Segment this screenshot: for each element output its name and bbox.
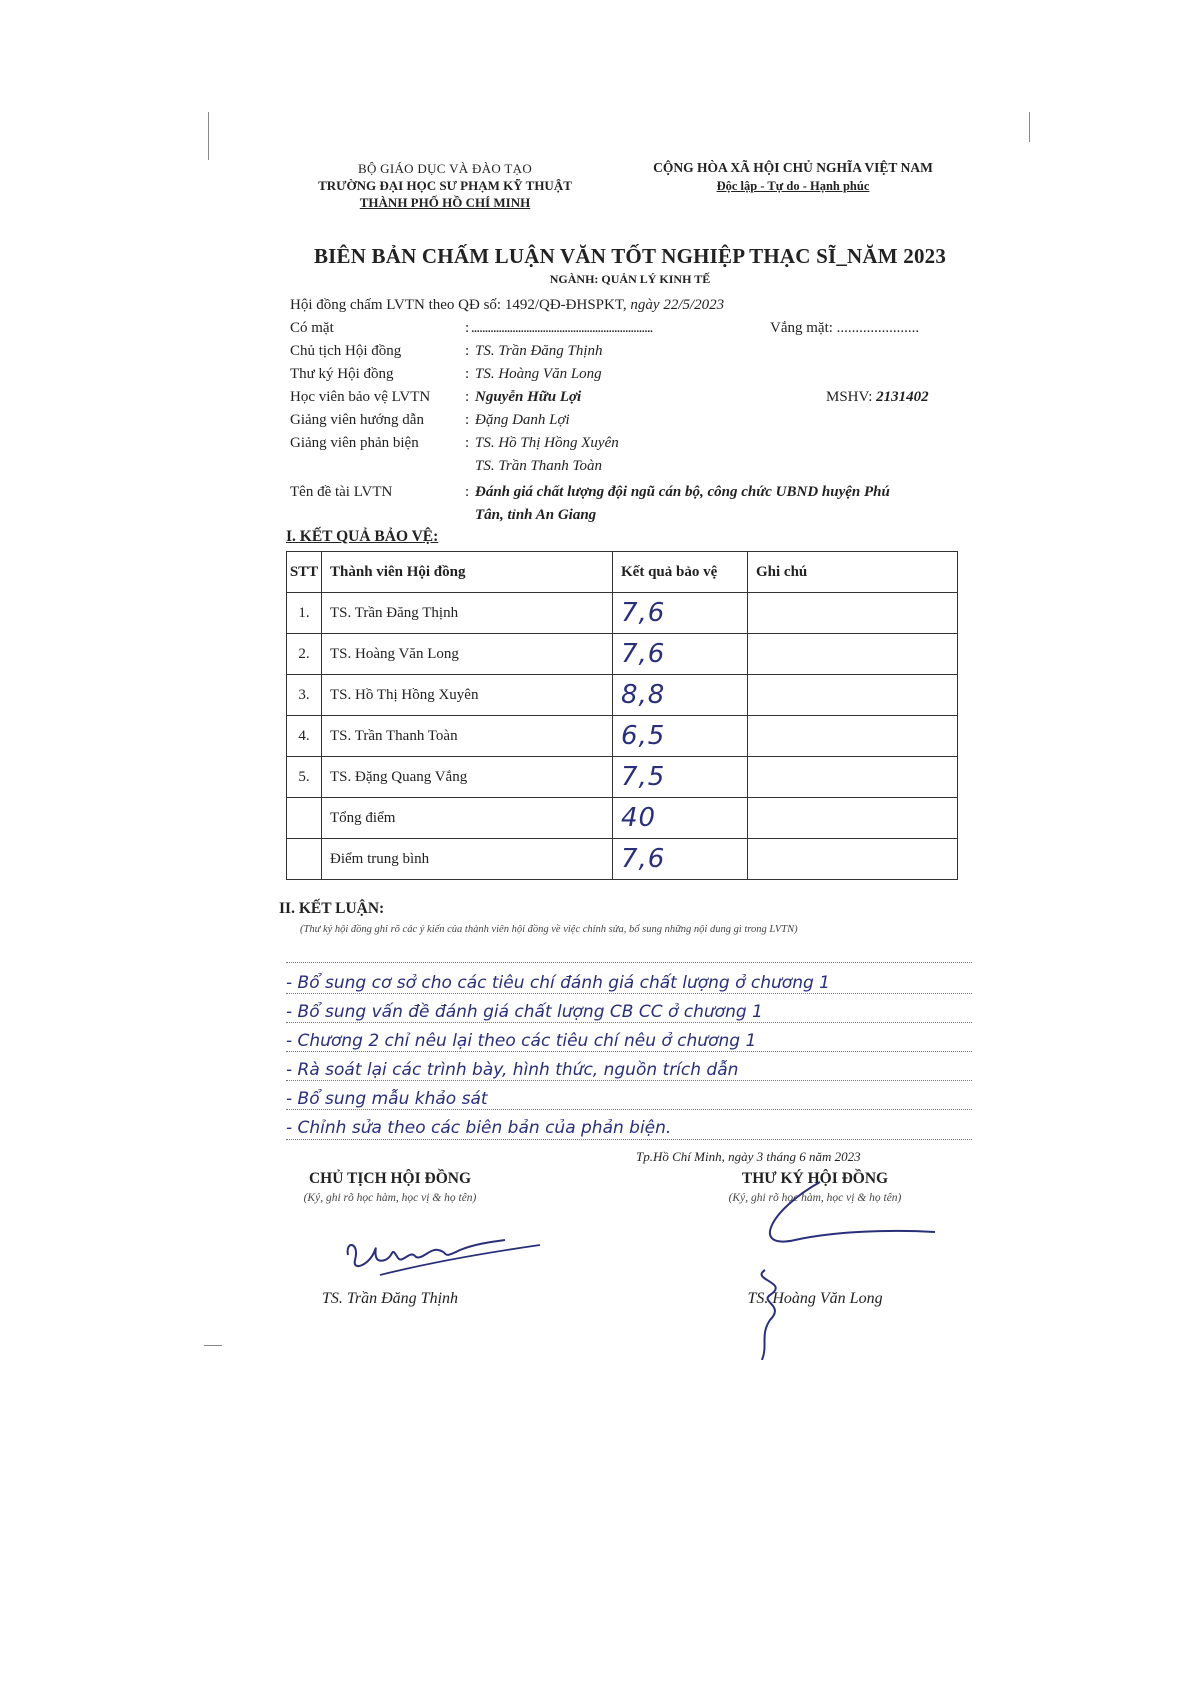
decision-text: Hội đồng chấm LVTN theo QĐ số: 1492/QĐ-ĐHSPKT, (290, 297, 627, 313)
conclusion-line: - Bổ sung mẫu khảo sát (286, 1089, 488, 1109)
header-stt: STT (287, 552, 322, 593)
reviewer-value-2: TS. Trần Thanh Toàn (475, 458, 603, 474)
row-member: TS. Trần Thanh Toàn (322, 716, 613, 757)
secretary-colon: : (465, 366, 470, 382)
topic-colon: : (465, 484, 470, 500)
reviewer-colon: : (465, 435, 470, 451)
row-member: TS. Hồ Thị Hồng Xuyên (322, 675, 613, 716)
row-member: TS. Hoàng Văn Long (322, 634, 613, 675)
secretary-signature-image (700, 1170, 940, 1360)
row-note (748, 593, 958, 634)
section-conclusion-heading: II. KẾT LUẬN: (279, 900, 385, 917)
advisor-label: Giảng viên hướng dẫn (290, 412, 424, 428)
conclusion-instruction: (Thư ký hội đồng ghi rõ các ý kiến của thành viên hội đồng về việc chỉnh sửa, bổ sung những nội dung gì trong LVTN) (300, 924, 798, 935)
student-colon: : (465, 389, 470, 405)
row-member: Điểm trung bình (322, 839, 613, 880)
row-note (748, 839, 958, 880)
row-score: 7,6 (613, 593, 748, 634)
row-stt (287, 839, 322, 880)
reviewer-label: Giảng viên phản biện (290, 435, 419, 451)
chair-colon: : (465, 343, 470, 359)
dotted-line (286, 1139, 972, 1140)
topic-value-1: Đánh giá chất lượng đội ngũ cán bộ, công chức UBND huyện Phú (475, 484, 890, 500)
conclusion-line: - Rà soát lại các trình bày, hình thức, nguồn trích dẫn (286, 1060, 739, 1080)
dotted-line (286, 1022, 972, 1023)
chair-signature-name: TS. Trần Đăng Thịnh (321, 1290, 459, 1307)
table-row (287, 757, 958, 798)
student-value: Nguyễn Hữu Lợi (475, 389, 582, 405)
ministry-header (280, 160, 610, 211)
dotted-line (286, 993, 972, 994)
national-name: CỘNG HÒA XÃ HỘI CHỦ NGHĨA VIỆT NAM (653, 160, 933, 175)
table-row (287, 593, 958, 634)
row-note (748, 757, 958, 798)
scan-edge-mark-bottom-left (204, 1345, 222, 1346)
row-stt: 4. (287, 716, 322, 757)
table-row (287, 675, 958, 716)
row-member: TS. Đặng Quang Vắng (322, 757, 613, 798)
conclusion-line: - Bổ sung vấn đề đánh giá chất lượng CB CC ở chương 1 (286, 1002, 763, 1022)
row-stt: 2. (287, 634, 322, 675)
secretary-signature-name: TS. Hoàng Văn Long (747, 1290, 883, 1307)
secretary-label: Thư ký Hội đồng (290, 366, 394, 382)
section-results-heading: I. KẾT QUẢ BẢO VỆ: (286, 528, 439, 545)
row-score: 7,5 (613, 757, 748, 798)
dotted-line (286, 1080, 972, 1081)
row-note (748, 716, 958, 757)
row-stt: 3. (287, 675, 322, 716)
present-label: Có mặt (290, 320, 334, 336)
national-motto: Độc lập - Tự do - Hạnh phúc (716, 179, 870, 193)
row-member: Tổng điểm (322, 798, 613, 839)
university-name: TRƯỜNG ĐẠI HỌC SƯ PHẠM KỸ THUẬT (318, 178, 572, 193)
header-member: Thành viên Hội đồng (322, 552, 613, 593)
row-score: 7,6 (613, 839, 748, 880)
row-note (748, 675, 958, 716)
table-row-total (287, 798, 958, 839)
row-score: 8,8 (613, 675, 748, 716)
results-table (286, 551, 958, 880)
row-stt: 1. (287, 593, 322, 634)
decision-date: ngày 22/5/2023 (630, 297, 725, 313)
row-stt: 5. (287, 757, 322, 798)
scan-edge-mark-left (208, 112, 209, 160)
university-city: THÀNH PHỐ HỒ CHÍ MINH (359, 195, 531, 210)
dotted-line (286, 1109, 972, 1110)
chair-signature-image (340, 1220, 550, 1290)
topic-label: Tên đề tài LVTN (290, 484, 393, 500)
conclusion-line: - Chương 2 chỉ nêu lại theo các tiêu chí nêu ở chương 1 (286, 1031, 757, 1051)
topic-value-2: Tân, tỉnh An Giang (475, 507, 597, 523)
table-row (287, 716, 958, 757)
present-dots: : .................................................................. (465, 320, 653, 336)
national-header (628, 158, 958, 196)
row-score: 7,6 (613, 634, 748, 675)
advisor-colon: : (465, 412, 470, 428)
student-label: Học viên bảo vệ LVTN (290, 389, 431, 405)
header-note: Ghi chú (748, 552, 958, 593)
table-row-average (287, 839, 958, 880)
decision-line (290, 295, 724, 316)
secretary-value: TS. Hoàng Văn Long (475, 366, 602, 382)
header-score: Kết quả bảo vệ (613, 552, 748, 593)
reviewer-value-1: TS. Hồ Thị Hồng Xuyên (475, 435, 619, 451)
advisor-value: Đặng Danh Lợi (475, 412, 570, 428)
document-title: BIÊN BẢN CHẤM LUẬN VĂN TỐT NGHIỆP THẠC SĨ_NĂM 2023 (313, 244, 947, 268)
dotted-line (286, 962, 972, 963)
chair-signature-note: (Ký, ghi rõ học hàm, học vị & họ tên) (303, 1192, 477, 1204)
conclusion-line: - Bổ sung cơ sở cho các tiêu chí đánh giá chất lượng ở chương 1 (286, 973, 830, 993)
chair-signature-title: CHỦ TỊCH HỘI ĐỒNG (308, 1170, 472, 1187)
row-stt (287, 798, 322, 839)
scan-edge-mark-right (1029, 112, 1030, 142)
row-member: TS. Trần Đăng Thịnh (322, 593, 613, 634)
mshv-field (826, 387, 929, 408)
secretary-signature-title: THƯ KÝ HỘI ĐỒNG (741, 1170, 889, 1187)
place-date: Tp.Hồ Chí Minh, ngày 3 tháng 6 năm 2023 (636, 1149, 861, 1164)
mshv-value: 2131402 (876, 389, 929, 405)
chair-value: TS. Trần Đăng Thịnh (475, 343, 603, 359)
secretary-signature-note: (Ký, ghi rõ học hàm, học vị & họ tên) (728, 1192, 902, 1204)
row-note (748, 798, 958, 839)
table-header-row (287, 552, 958, 593)
conclusion-line: - Chỉnh sửa theo các biên bản của phản biện. (286, 1118, 672, 1138)
table-row (287, 634, 958, 675)
row-score: 6,5 (613, 716, 748, 757)
mshv-label: MSHV: (826, 389, 873, 405)
dotted-line (286, 1051, 972, 1052)
ministry-name: BỘ GIÁO DỤC VÀ ĐÀO TẠO (357, 161, 533, 176)
row-score: 40 (613, 798, 748, 839)
chair-label: Chủ tịch Hội đồng (290, 343, 402, 359)
document-subtitle: NGÀNH: QUẢN LÝ KINH TẾ (549, 272, 711, 286)
absent-label: Vắng mặt: ...................... (770, 320, 920, 336)
row-note (748, 634, 958, 675)
